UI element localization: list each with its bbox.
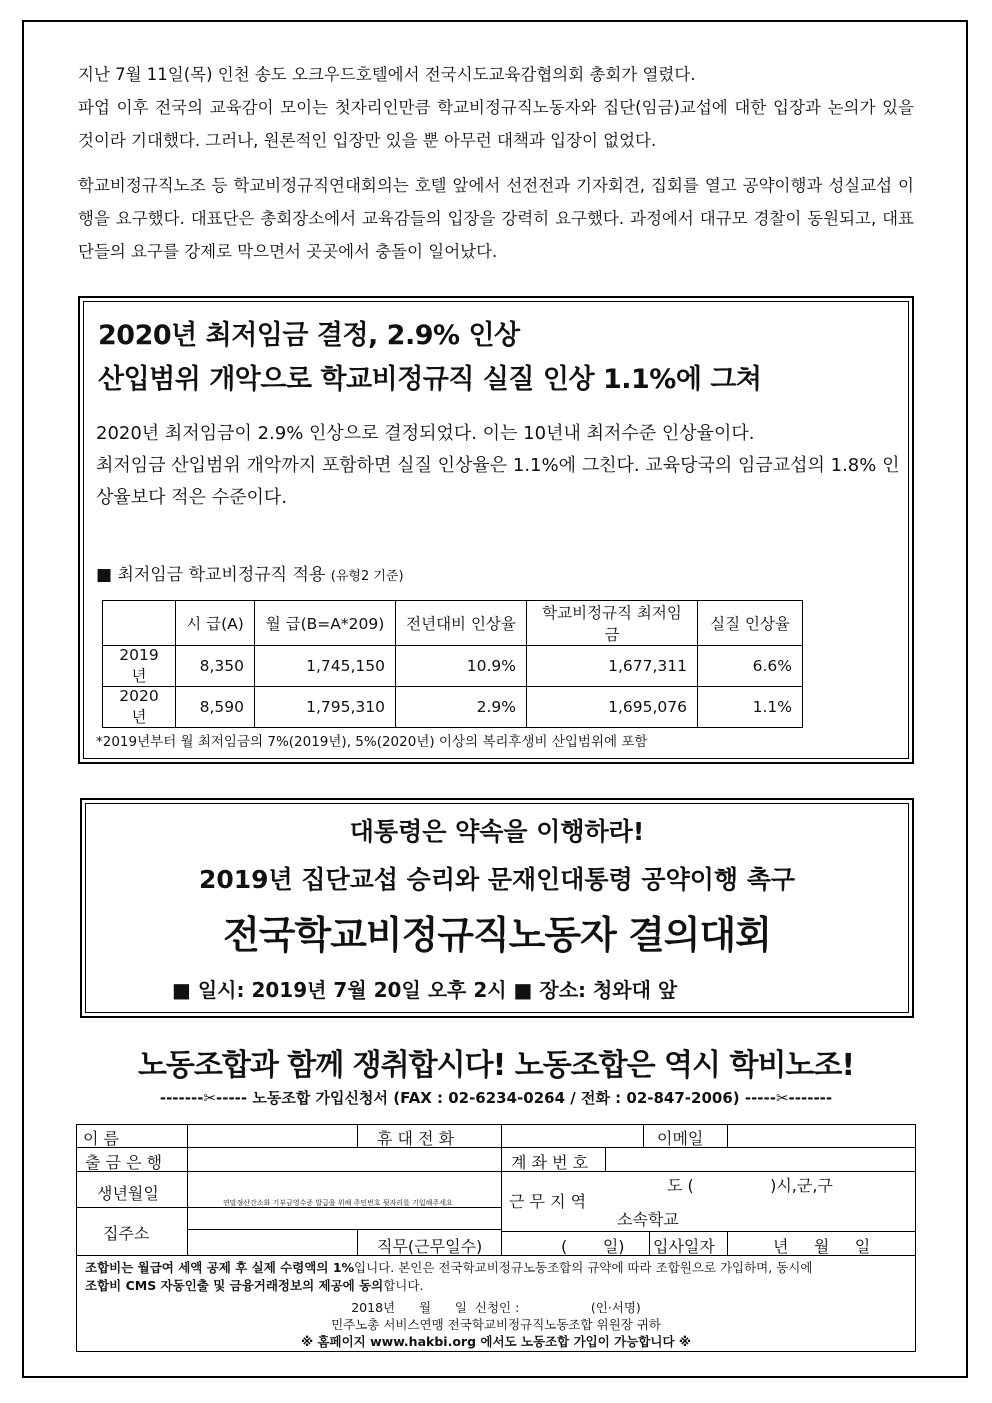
- wage-title-line-1: 2020년 최저임금 결정, 2.9% 인상: [98, 320, 520, 351]
- table-cell: 1,745,150: [255, 646, 396, 687]
- form-label-job: 직무(근무일수): [377, 1237, 483, 1256]
- intro-line-rest: 파업 이후 전국의 교육감이 모이는 첫자리인만큼 학교비정규직노동자와 집단(임금)교섭에 대한 입장과 논의가 있을 것이라 기대했다. 그러나, 원론적인 입장만 있을 뿐 아무런 대책과 입장이 없었다.: [78, 98, 914, 150]
- agree-text-1: 입니다. 본인은 전국학교비정규노동조합의 규약에 따라 조합원으로 가입하며, 동시에: [354, 1260, 813, 1275]
- intro-paragraph-1: [78, 58, 914, 157]
- form-region-field: 도 ( )시,군,구: [667, 1176, 833, 1195]
- name-label-text: 이 름: [83, 1129, 119, 1148]
- wage-title-line-2: 산입범위 개악으로 학교비정규직 실질 인상 1.1%에 그쳐: [98, 364, 762, 395]
- table-cell: 10.9%: [396, 646, 527, 687]
- table-header-cell: 시 급(A): [176, 601, 255, 646]
- agree-bold-1: 조합비는 월급여 세액 공제 후 실제 수령액의 1%: [85, 1260, 355, 1275]
- table-header-cell: [103, 601, 176, 646]
- form-addressee: 민주노총 서비스연맹 전국학교비정규직노동조합 위원장 귀하: [331, 1317, 661, 1332]
- table-row: [103, 646, 803, 687]
- membership-form: [76, 1124, 916, 1352]
- rally-main-title: 전국학교비정규직노동자 결의대회: [223, 913, 771, 957]
- form-cut-line: -------✂----- 노동조합 가입신청서 (FAX : 02-6234-0264 / 전화 : 02-847-2006) -----✂-------: [159, 1089, 833, 1107]
- table-footnote: *2019년부터 월 최저임금의 7%(2019년), 5%(2020년) 이상의 복리후생비 산입범위에 포함: [96, 734, 648, 750]
- wage-table: [102, 600, 803, 728]
- table-cell: 2020년: [103, 687, 176, 728]
- form-label-school: 소속학교: [617, 1210, 679, 1229]
- table-cell: 2.9%: [396, 687, 527, 728]
- wage-box-title: [98, 314, 762, 402]
- table-cell: 2019년: [103, 646, 176, 687]
- table-cell: 1.1%: [698, 687, 803, 728]
- table-cell: 1,695,076: [527, 687, 698, 728]
- form-label-birth: 생년월일: [97, 1184, 159, 1203]
- form-days-field: ( 일): [561, 1237, 625, 1256]
- table-caption: [96, 560, 404, 585]
- wage-body-line-1: 2020년 최저임금이 2.9% 인상으로 결정되었다. 이는 10년내 최저수준 인상율이다.: [96, 423, 755, 444]
- table-header-cell: 전년대비 인상율: [396, 601, 527, 646]
- rally-box: [80, 798, 914, 1018]
- table-cell: 1,795,310: [255, 687, 396, 728]
- form-label-join-date: 입사일자: [653, 1237, 715, 1256]
- minimum-wage-box: [78, 296, 914, 764]
- form-sign-line: 2018년 월 일 신청인 : (인·서명): [351, 1300, 641, 1315]
- form-label-account: 계 좌 번 호: [511, 1153, 589, 1172]
- intro-paragraph-2: 학교비정규직노조 등 학교비정규직연대회의는 호텔 앞에서 선전전과 기자회견, 집회를 열고 공약이행과 성실교섭 이행을 요구했다. 대표단은 총회장소에서 교육감들의 입장을 강력히 요구했다. 과정에서 대규모 경찰이 동원되고, 대표단들의 요구를 강제로 막으면서 곳곳에서 충돌이 일어났다.: [78, 176, 914, 261]
- table-caption-main: ■ 최저임금 학교비정규직 적용: [96, 565, 326, 585]
- table-cell: 8,350: [176, 646, 255, 687]
- agree-text-2: 합니다.: [383, 1278, 424, 1293]
- form-birth-note: 연말정산간소화 기부금영수증 발급을 위해 주민번호 뒷자리를 기입해주세요: [223, 1199, 453, 1207]
- intro-text: [78, 58, 914, 268]
- table-cell: 6.6%: [698, 646, 803, 687]
- wage-box-body: [96, 418, 900, 514]
- form-label-bank: 출 금 은 행: [85, 1153, 163, 1172]
- rally-heading-2: 2019년 집단교섭 승리와 문재인대통령 공약이행 촉구: [198, 865, 796, 894]
- union-slogan: 노동조합과 함께 쟁취합시다! 노동조합은 역시 학비노조!: [137, 1048, 855, 1083]
- form-homepage-note: ※ 홈페이지 www.hakbi.org 에서도 노동조합 가입이 가능합니다 ※: [300, 1334, 692, 1349]
- form-label-phone: 휴 대 전 화: [377, 1129, 455, 1148]
- table-cell: 1,677,311: [527, 646, 698, 687]
- table-header-row: [103, 601, 803, 646]
- table-header-cell: 월 급(B=A*209): [255, 601, 396, 646]
- form-label-workplace: 근 무 지 역: [509, 1192, 587, 1211]
- intro-line-1: 지난 7월 11일(목) 인천 송도 오크우드호텔에서 전국시도교육감협의회 총회가 열렸다.: [78, 65, 696, 84]
- wage-body-line-2: 최저임금 산입범위 개악까지 포함하면 실질 인상율은 1.1%에 그친다. 교육당국의 임금교섭의 1.8% 인상율보다 적은 수준이다.: [96, 455, 900, 508]
- form-label-name: [83, 1126, 183, 1149]
- rally-date-place: ■ 일시: 2019년 7월 20일 오후 2시 ■ 장소: 청와대 앞: [172, 978, 678, 1002]
- table-cell: 8,590: [176, 687, 255, 728]
- table-row: [103, 687, 803, 728]
- table-header-cell: 학교비정규직 최저임금: [527, 601, 698, 646]
- form-agreement-text: [85, 1259, 905, 1295]
- form-date-field: 년 월 일: [773, 1237, 871, 1256]
- table-header-cell: 실질 인상율: [698, 601, 803, 646]
- agree-bold-2: 조합비 CMS 자동인출 및 금융거래정보의 제공에 동의: [85, 1278, 384, 1293]
- table-caption-sub: (유형2 기준): [330, 569, 404, 584]
- rally-heading-1: 대통령은 약속을 이행하라!: [349, 817, 645, 846]
- form-label-email: 이메일: [657, 1129, 704, 1148]
- form-label-address: 집주소: [103, 1224, 150, 1243]
